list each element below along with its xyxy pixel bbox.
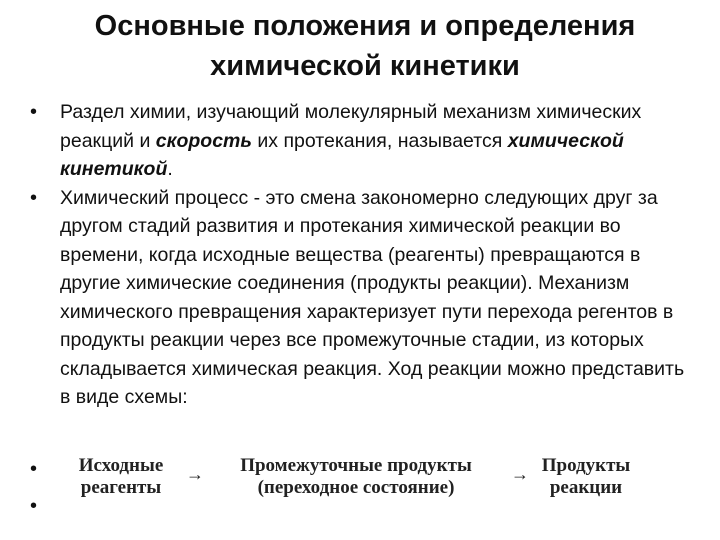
scheme-reagents xyxy=(66,455,176,499)
reaction-scheme xyxy=(66,455,666,505)
bullet-text: их протекания, называется xyxy=(251,129,508,152)
bullet-item-definition xyxy=(30,98,690,184)
bullet-text: . xyxy=(167,158,173,180)
scheme-products-line1: Продукты xyxy=(541,455,631,476)
bullet-dot-icon: • xyxy=(30,186,38,209)
slide-title-line2: химической кинетики xyxy=(210,50,520,82)
scheme-intermediate-line1: Промежуточные продукты xyxy=(240,455,472,476)
bullet-item-process xyxy=(30,184,690,412)
scheme-reagents-line2: реагенты xyxy=(80,477,162,498)
slide-title xyxy=(40,6,690,86)
emphasis-term: химической кинетикой xyxy=(60,129,624,180)
scheme-products-line2: реакции xyxy=(549,477,623,498)
scheme-reagents-line1: Исходные xyxy=(78,455,164,476)
bullet-text: Раздел химии, изучающий молекулярный механизм химических реакций и xyxy=(60,101,642,152)
arrow-icon: → xyxy=(511,464,529,484)
scheme-intermediate-line2: (переходное состояние) xyxy=(257,477,455,498)
bullet-dot-icon: • xyxy=(30,458,38,480)
bullet-dot-icon: • xyxy=(30,101,38,123)
bullet-list xyxy=(30,98,690,412)
emphasis-speed: скорость xyxy=(155,129,252,152)
slide-title-line1: Основные положения и определения xyxy=(94,10,636,42)
bullet-dot-icon: • xyxy=(30,495,38,517)
bullet-text: Химический процесс - это смена закономерно следующих друг за другом стадий развития и протекания химической реакции во времени, когда исходные вещества (реагенты) превращаются в другие химические соединения (продукты реакции). Механизм химического превращения характеризует пути перехода регентов в продукты реакции через все промежуточные стадии, из которых складывается химическая реакция. Ход реакции можно представить в виде схемы: xyxy=(60,186,685,408)
arrow-icon: → xyxy=(186,464,204,484)
scheme-products xyxy=(531,455,641,499)
scheme-intermediate xyxy=(211,455,501,499)
